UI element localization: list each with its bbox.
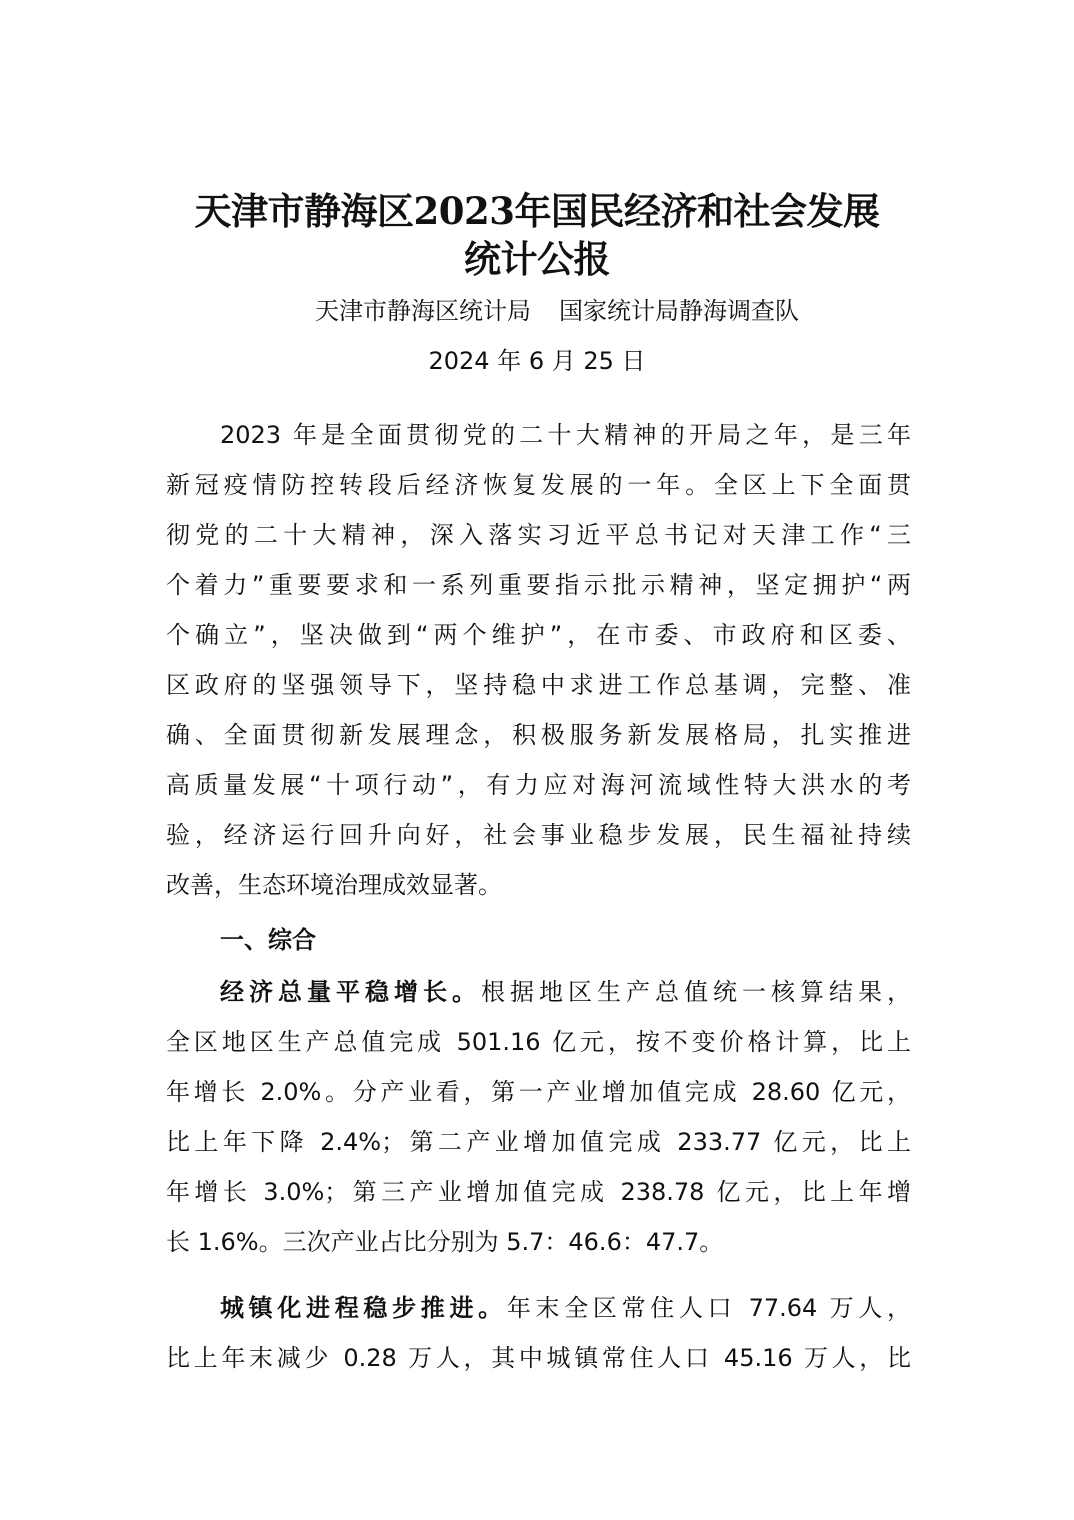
intro-line: 确、全面贯彻新发展理念，积极服务新发展格局，扎实推进 [166,721,911,749]
document-title-line-2: 统计公报 [464,237,610,281]
intro-paragraph [166,410,911,910]
economy-line: 年增长 2.0%。分产业看，第一产业增加值完成 28.60 亿元， [166,1078,911,1106]
urbanization-line: 比上年末减少 0.28 万人，其中城镇常住人口 45.16 万人，比 [166,1344,911,1372]
intro-line: 2023 年是全面贯彻党的二十大精神的开局之年，是三年 [220,421,911,449]
authors-line [0,293,1074,329]
publication-date: 2024 年 6 月 25 日 [428,347,646,375]
economy-lead-phrase: 经济总量平稳增长。 [220,978,481,1006]
economy-line [166,967,911,1017]
economy-line: 年增长 3.0%；第三产业增加值完成 238.78 亿元，比上年增 [166,1178,911,1206]
urbanization-line [166,1283,911,1333]
section-heading-general [166,915,911,965]
urbanization-first-line-rest: 年末全区常住人口 77.64 万人， [506,1294,912,1322]
economy-line: 比上年下降 2.4%；第二产业增加值完成 233.77 亿元，比上 [166,1128,911,1156]
document-title-line-1: 天津市静海区2023年国民经济和社会发展 [194,189,880,233]
author-survey-team: 国家统计局静海调查队 [559,297,799,325]
intro-line: 改善，生态环境治理成效显著。 [166,871,502,899]
economy-paragraph [166,967,911,1267]
intro-line: 彻党的二十大精神，深入落实习近平总书记对天津工作“三 [166,521,911,549]
intro-line: 区政府的坚强领导下，坚持稳中求进工作总基调，完整、准 [166,671,911,699]
intro-line: 个着力”重要要求和一系列重要指示批示精神，坚定拥护“两 [166,571,911,599]
intro-line: 验，经济运行回升向好，社会事业稳步发展，民生福祉持续 [166,821,911,849]
intro-line: 新冠疫情防控转段后经济恢复发展的一年。全区上下全面贯 [166,471,911,499]
intro-line: 高质量发展“十项行动”，有力应对海河流域性特大洪水的考 [166,771,911,799]
economy-first-line-rest: 根据地区生产总值统一核算结果， [481,978,911,1006]
urbanization-paragraph [166,1283,911,1383]
urbanization-lead-phrase: 城镇化进程稳步推进。 [220,1294,507,1322]
intro-line: 个确立”，坚决做到“两个维护”，在市委、市政府和区委、 [166,621,911,649]
section-heading-text: 一、综合 [220,926,316,954]
economy-line: 长 1.6%。三次产业占比分别为 5.7：46.6：47.7。 [166,1228,724,1256]
economy-line: 全区地区生产总值完成 501.16 亿元，按不变价格计算，比上 [166,1028,911,1056]
author-statistics-bureau: 天津市静海区统计局 [315,297,531,325]
